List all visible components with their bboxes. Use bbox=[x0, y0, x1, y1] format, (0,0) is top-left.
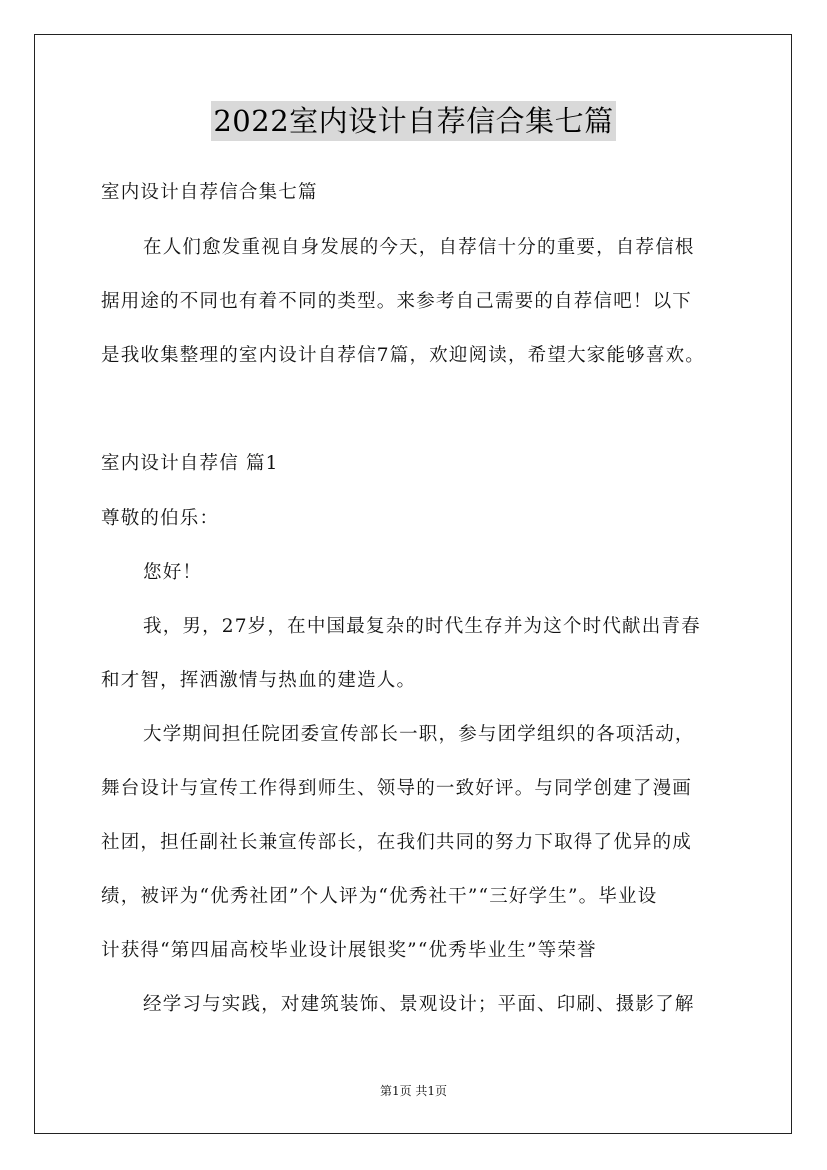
paragraph-line: 在人们愈发重视自身发展的今天，自荐信十分的重要，自荐信根 bbox=[143, 237, 695, 258]
salutation: 尊敬的伯乐： bbox=[101, 508, 220, 529]
paragraph-line: 是我收集整理的室内设计自荐信7篇，欢迎阅读，希望大家能够喜欢。 bbox=[101, 345, 705, 366]
greeting: 您好！ bbox=[143, 562, 203, 583]
page-number-footer: 第1页 共1页 bbox=[379, 1084, 448, 1098]
subtitle-line: 室内设计自荐信合集七篇 bbox=[101, 182, 318, 203]
paragraph-line: 和才智，挥洒激情与热血的建造人。 bbox=[101, 670, 417, 691]
paragraph-line: 据用途的不同也有着不同的类型。来参考自己需要的自荐信吧！以下 bbox=[101, 291, 693, 312]
paragraph-line: 大学期间担任院团委宣传部长一职，参与团学组织的各项活动， bbox=[143, 724, 695, 745]
document-title: 2022室内设计自荐信合集七篇 bbox=[211, 101, 615, 141]
paragraph-line: 绩，被评为“优秀社团”个人评为“优秀社干”“三好学生”。毕业设 bbox=[101, 886, 658, 907]
paragraph-line: 社团，担任副社长兼宣传部长，在我们共同的努力下取得了优异的成 bbox=[101, 832, 693, 853]
paragraph-line: 我，男，27岁，在中国最复杂的时代生存并为这个时代献出青春 bbox=[143, 616, 701, 637]
title-container bbox=[0, 101, 827, 141]
paragraph-line: 经学习与实践，对建筑装饰、景观设计；平面、印刷、摄影了解 bbox=[143, 994, 695, 1015]
paragraph-line: 舞台设计与宣传工作得到师生、领导的一致好评。与同学创建了漫画 bbox=[101, 778, 693, 799]
paragraph-line: 计获得“第四届高校毕业设计展银奖”“优秀毕业生”等荣誉 bbox=[101, 940, 597, 961]
section-heading: 室内设计自荐信 篇1 bbox=[101, 453, 279, 474]
